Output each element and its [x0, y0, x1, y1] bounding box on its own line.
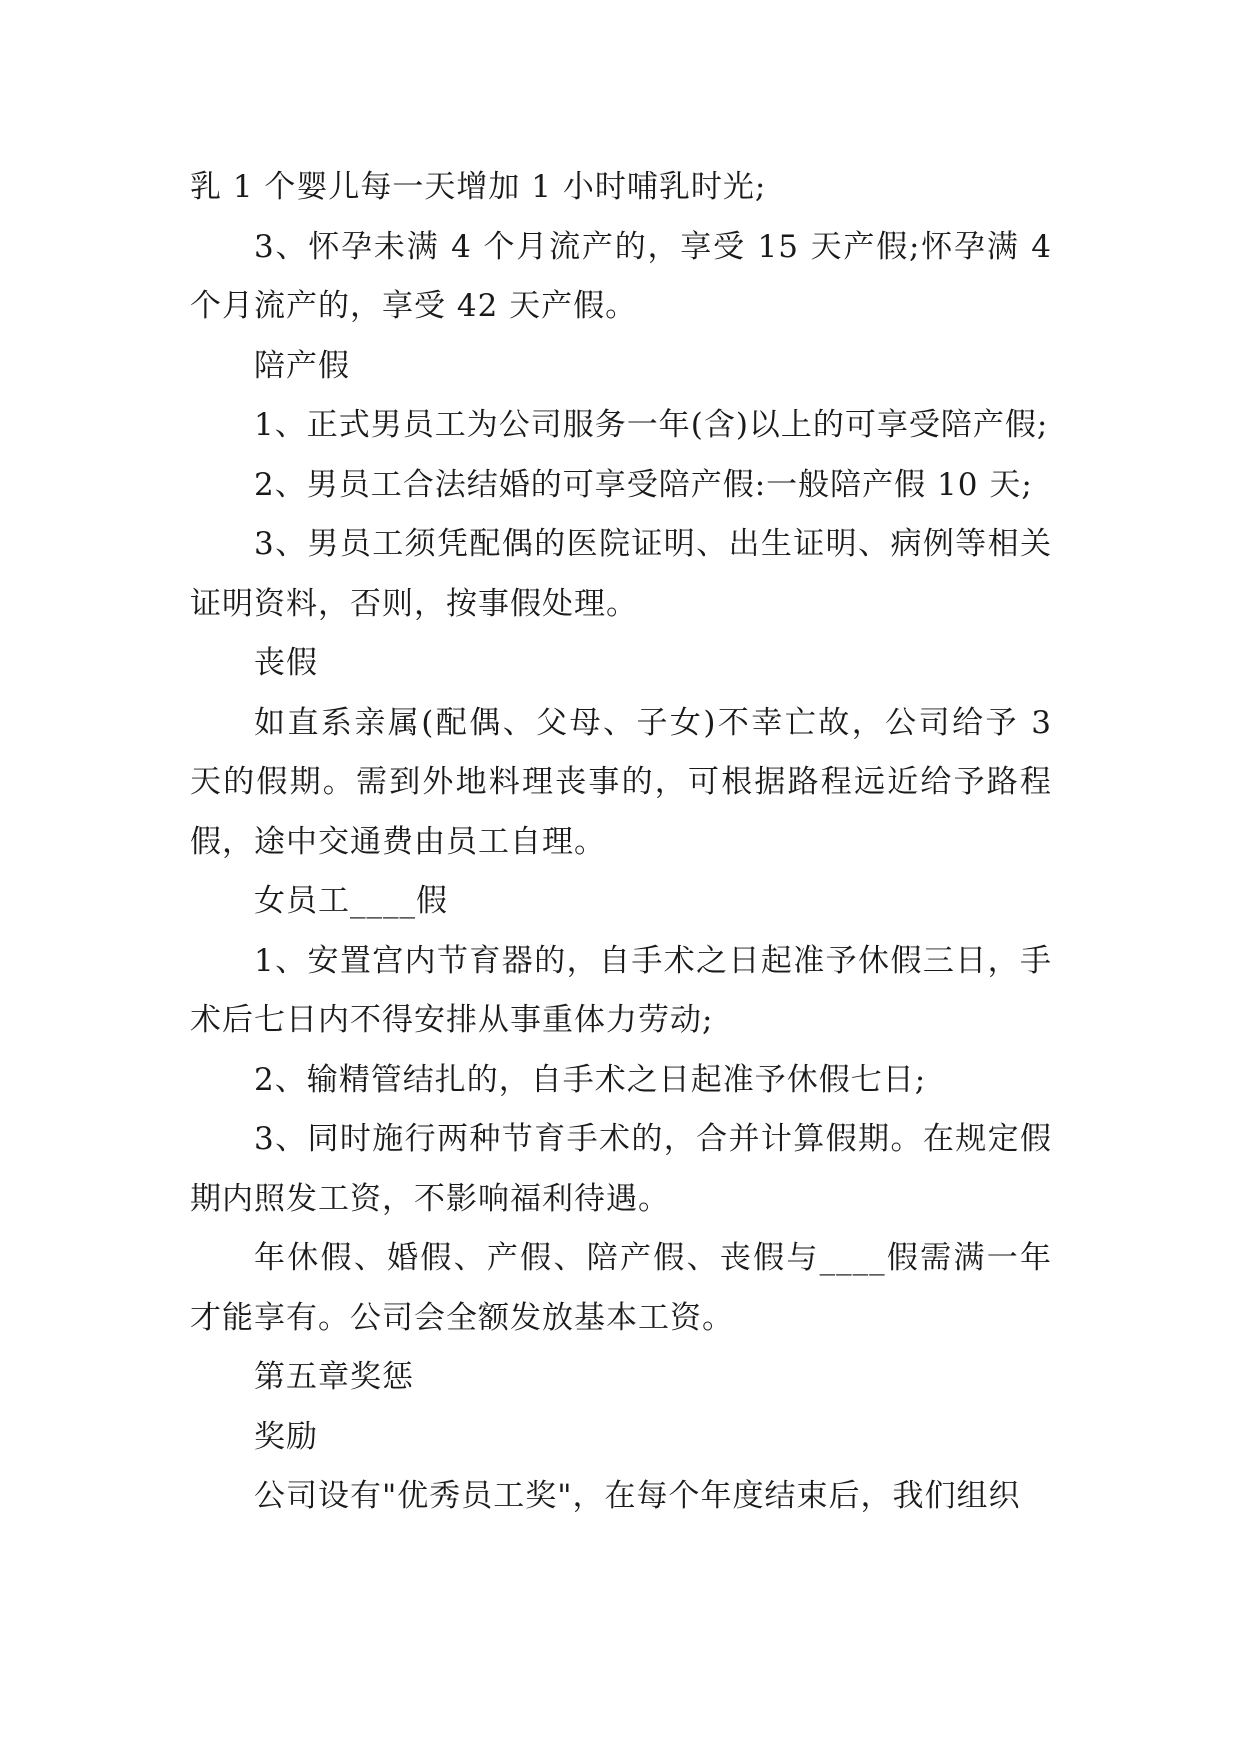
- paragraph: 1、安置宫内节育器的，自手术之日起准予休假三日，手术后七日内不得安排从事重体力劳动;: [190, 942, 1052, 1038]
- paragraph: 2、男员工合法结婚的可享受陪产假:一般陪产假 10 天;: [254, 466, 1033, 503]
- paragraph: 3、同时施行两种节育手术的，合并计算假期。在规定假期内照发工资，不影响福利待遇。: [190, 1121, 1052, 1217]
- paragraph: 2、输精管结扎的，自手术之日起准予休假七日;: [254, 1061, 927, 1098]
- chapter-heading: 第五章奖惩: [254, 1359, 414, 1395]
- section-heading: 丧假: [254, 645, 318, 681]
- section-heading: 奖励: [254, 1418, 318, 1455]
- paragraph: 如直系亲属(配偶、父母、子女)不幸亡故，公司给予 3 天的假期。需到外地料理丧事的，可根据路程远近给予路程假，途中交通费由员工自理。: [190, 704, 1052, 860]
- section-heading: 陪产假: [254, 347, 350, 384]
- paragraph: 公司设有"优秀员工奖"，在每个年度结束后，我们组织: [254, 1478, 1021, 1514]
- paragraph: 1、正式男员工为公司服务一年(含)以上的可享受陪产假;: [254, 407, 1049, 443]
- paragraph: 3、男员工须凭配偶的医院证明、出生证明、病例等相关证明资料，否则，按事假处理。: [190, 526, 1052, 622]
- paragraph: 3、怀孕未满 4 个月流产的，享受 15 天产假;怀孕满 4 个月流产的，享受 42 天产假。: [190, 228, 1052, 324]
- paragraph: 乳 1 个婴儿每一天增加 1 小时哺乳时光;: [190, 169, 767, 205]
- paragraph: 年休假、婚假、产假、陪产假、丧假与____假需满一年才能享有。公司会全额发放基本工资。: [190, 1240, 1052, 1336]
- document-body: [190, 158, 1052, 1527]
- section-heading: 女员工____假: [254, 883, 448, 919]
